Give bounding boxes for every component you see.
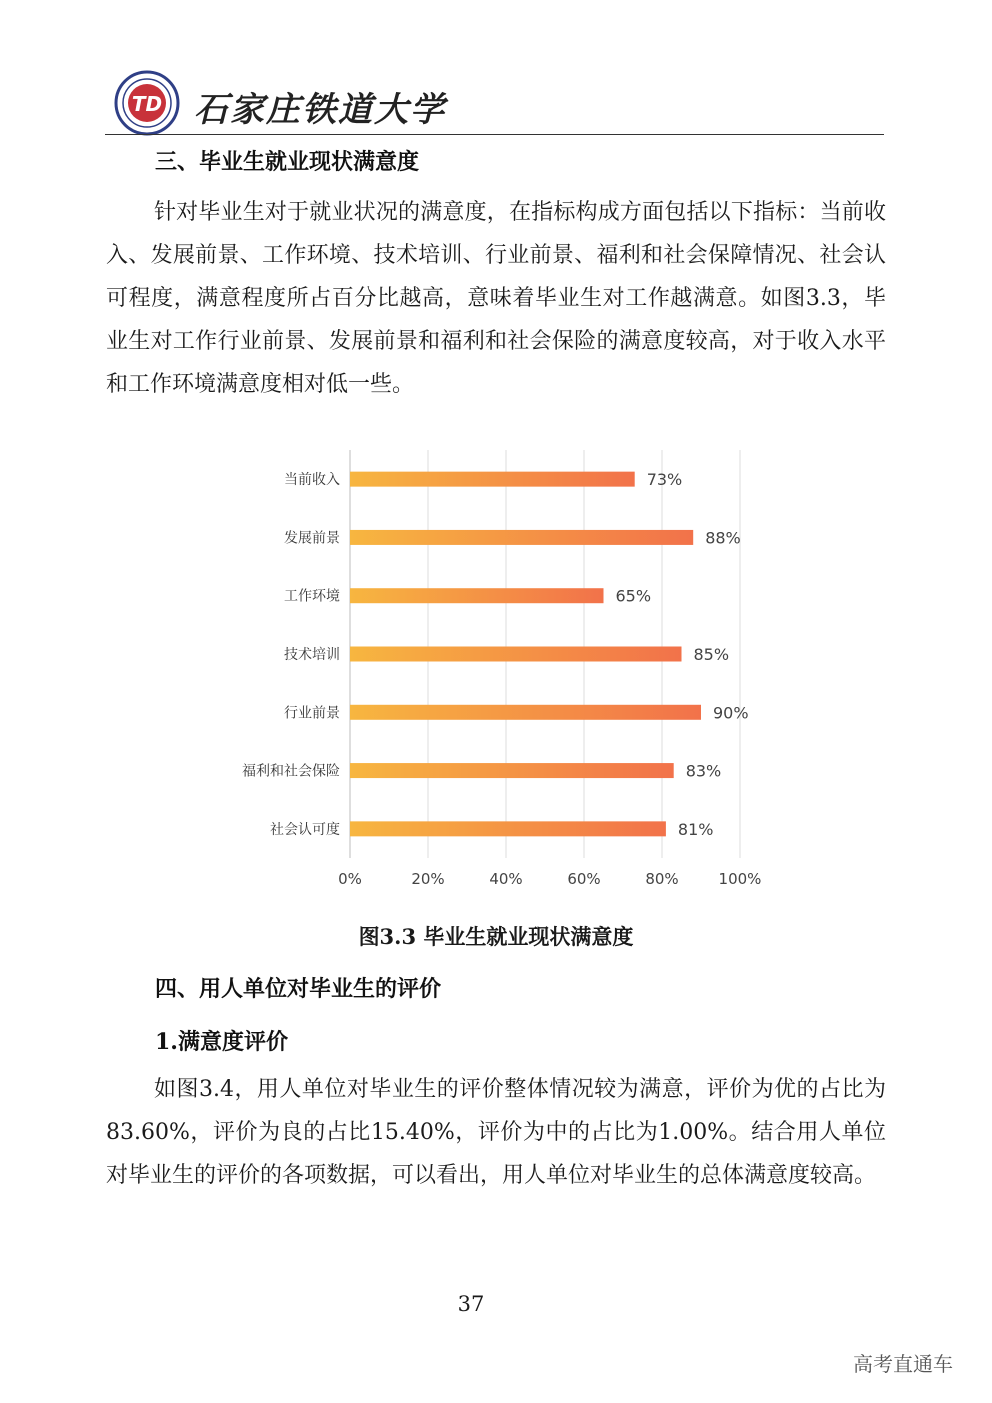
university-name: 石家庄铁道大学 — [194, 90, 446, 130]
category-label: 福利和社会保险 — [242, 763, 340, 780]
page-number: 37 — [457, 1292, 485, 1316]
section3-heading: 三、毕业生就业现状满意度 — [155, 149, 420, 175]
bar — [350, 821, 666, 836]
x-tick-label: 60% — [567, 870, 601, 888]
x-tick-label: 80% — [645, 870, 679, 888]
figure-caption: 图3.3 毕业生就业现状满意度 — [358, 924, 634, 949]
data-label: 83% — [685, 761, 722, 781]
x-tick-label: 20% — [411, 870, 445, 888]
data-label: 73% — [646, 470, 683, 490]
category-label: 社会认可度 — [270, 821, 340, 838]
data-label: 81% — [677, 819, 714, 839]
logo-letters: TD — [131, 92, 163, 116]
header-divider — [105, 134, 884, 135]
section4-heading: 四、用人单位对毕业生的评价 — [155, 976, 442, 1002]
bar — [350, 763, 674, 778]
section4-subheading: 1.满意度评价 — [155, 1029, 288, 1055]
data-label: 88% — [705, 528, 741, 548]
x-tick-label: 0% — [338, 870, 362, 888]
section3-paragraph: 针对毕业生对于就业状况的满意度，在指标构成方面包括以下指标：当前收入、发展前景、工作环境、技术培训、行业前景、福利和社会保障情况、社会认可程度，满意程度所占百分比越高，意味着毕业生对工作越满意。如图3.3，毕业生对工作行业前景、发展前景和福利和社会保险的满意度较高，对于收入水平和工作环境满意度相对低一些。 — [106, 200, 886, 397]
bar — [350, 647, 682, 662]
data-label: 65% — [615, 586, 652, 606]
x-tick-label: 40% — [489, 870, 523, 888]
category-label: 工作环境 — [284, 588, 340, 605]
watermark-text: 高考直通车 — [853, 1352, 953, 1376]
category-label: 技术培训 — [284, 647, 340, 663]
page-header — [112, 70, 884, 136]
university-logo-icon — [112, 70, 182, 136]
category-label: 行业前景 — [284, 705, 340, 722]
bar — [350, 588, 604, 603]
bar — [350, 705, 701, 720]
x-tick-label: 100% — [718, 870, 762, 888]
data-label: 90% — [713, 703, 749, 723]
bar — [350, 530, 693, 545]
data-label: 85% — [693, 645, 730, 664]
category-label: 发展前景 — [284, 530, 340, 547]
satisfaction-bar-chart — [215, 448, 768, 896]
category-label: 当前收入 — [284, 472, 340, 489]
bar — [350, 472, 635, 487]
chart-svg — [215, 448, 768, 896]
section4-paragraph: 如图3.4，用人单位对毕业生的评价整体情况较为满意，评价为优的占比为83.60%，评价为良的占比15.40%，评价为中的占比为1.00%。结合用人单位对毕业生的评价的各项数据，可以看出，用人单位对毕业生的总体满意度较高。 — [106, 1077, 886, 1188]
